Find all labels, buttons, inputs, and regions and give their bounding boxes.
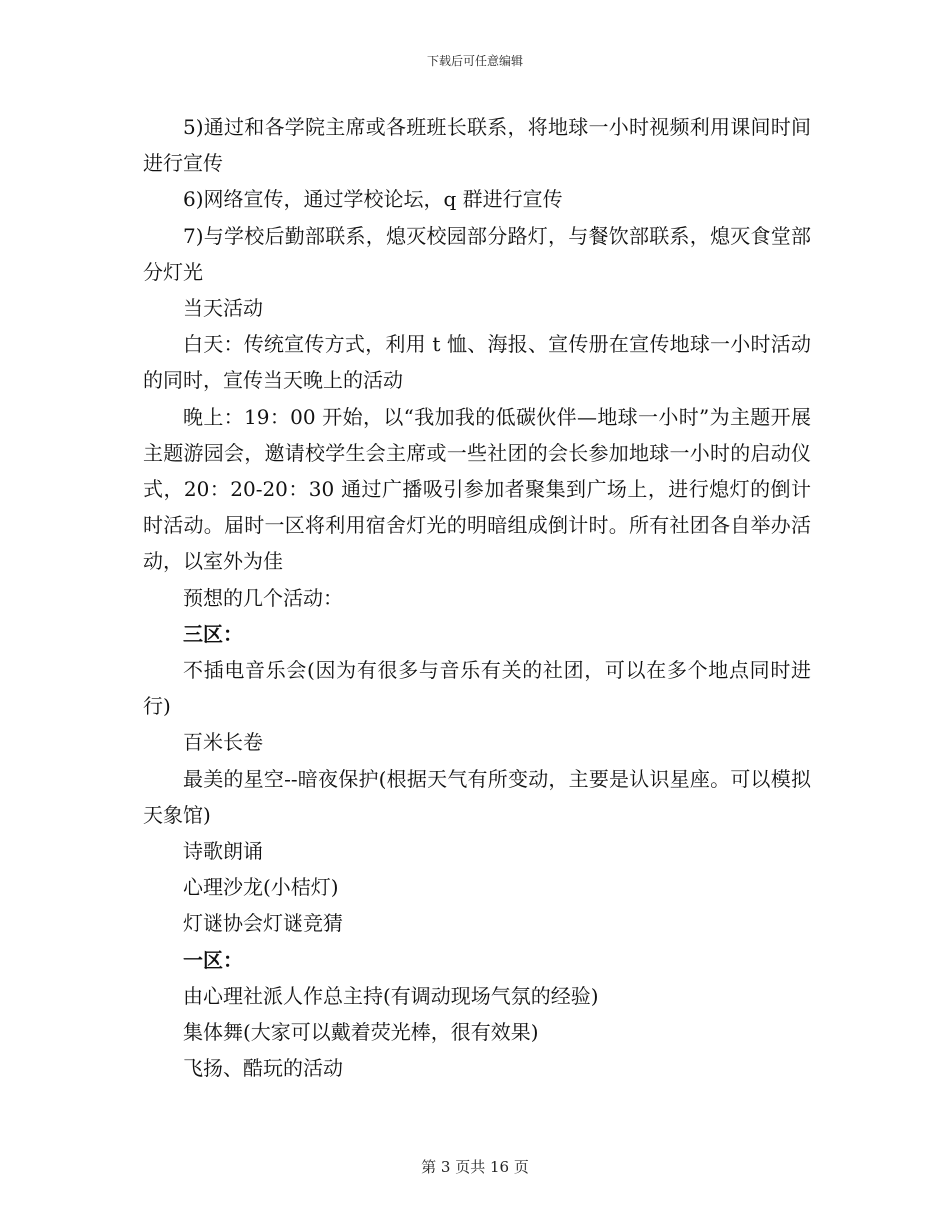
page-footer: 第 3 页共 16 页 [421,1158,529,1176]
paragraph-publicity-5: 5)通过和各学院主席或各班班长联系，将地球一小时视频利用课间时间进行宣传 [143,115,811,176]
page-header: 下载后可任意编辑 [426,54,523,68]
paragraph-evening: 晚上：19：00 开始，以“我加我的低碳伙伴—地球一小时”为主题开展主题游园会，邀请校学生会主席或一些社团的会长参加地球一小时的启动仪式，20：20-20：30 通过广播吸引参加者聚集到广场上，进行熄灯的倒计时活动。届时一区将利用宿舍灯光的明暗组成倒计时。所有社团各自举办活动，以室外为佳 [143,404,811,574]
paragraph-daytime: 白天：传统宣传方式，利用 t 恤、海报、宣传册在宣传地球一小时活动的同时，宣传当天晚上的活动 [143,332,811,393]
paragraph-publicity-7: 7)与学校后勤部联系，熄灭校园部分路灯，与餐饮部联系，熄灭食堂部分灯光 [143,223,811,284]
list-item-scroll: 百米长卷 [183,730,263,755]
list-item-starry-sky: 最美的星空--暗夜保护(根据天气有所变动，主要是认识星座。可以模拟天象馆) [143,766,811,827]
list-item-cool-activities: 飞扬、酷玩的活动 [183,1056,343,1081]
list-item-poetry: 诗歌朗诵 [183,839,263,864]
paragraph-day-activities: 当天活动 [183,296,263,321]
list-item-unplugged-concert: 不插电音乐会(因为有很多与音乐有关的社团，可以在多个地点同时进行) [143,658,811,719]
list-item-host: 由心理社派人作总主持(有调动现场气氛的经验) [183,983,599,1008]
section-heading-zone-one: 一区： [183,947,243,972]
list-item-riddles: 灯谜协会灯谜竞猜 [183,911,343,936]
paragraph-publicity-6: 6)网络宣传，通过学校论坛，q 群进行宣传 [183,187,563,212]
list-item-salon: 心理沙龙(小桔灯) [183,875,339,900]
paragraph-planned-activities: 预想的几个活动： [183,585,343,610]
list-item-group-dance: 集体舞(大家可以戴着荧光棒，很有效果) [183,1020,539,1045]
section-heading-zone-three: 三区： [183,621,243,646]
document-body [143,109,811,1086]
